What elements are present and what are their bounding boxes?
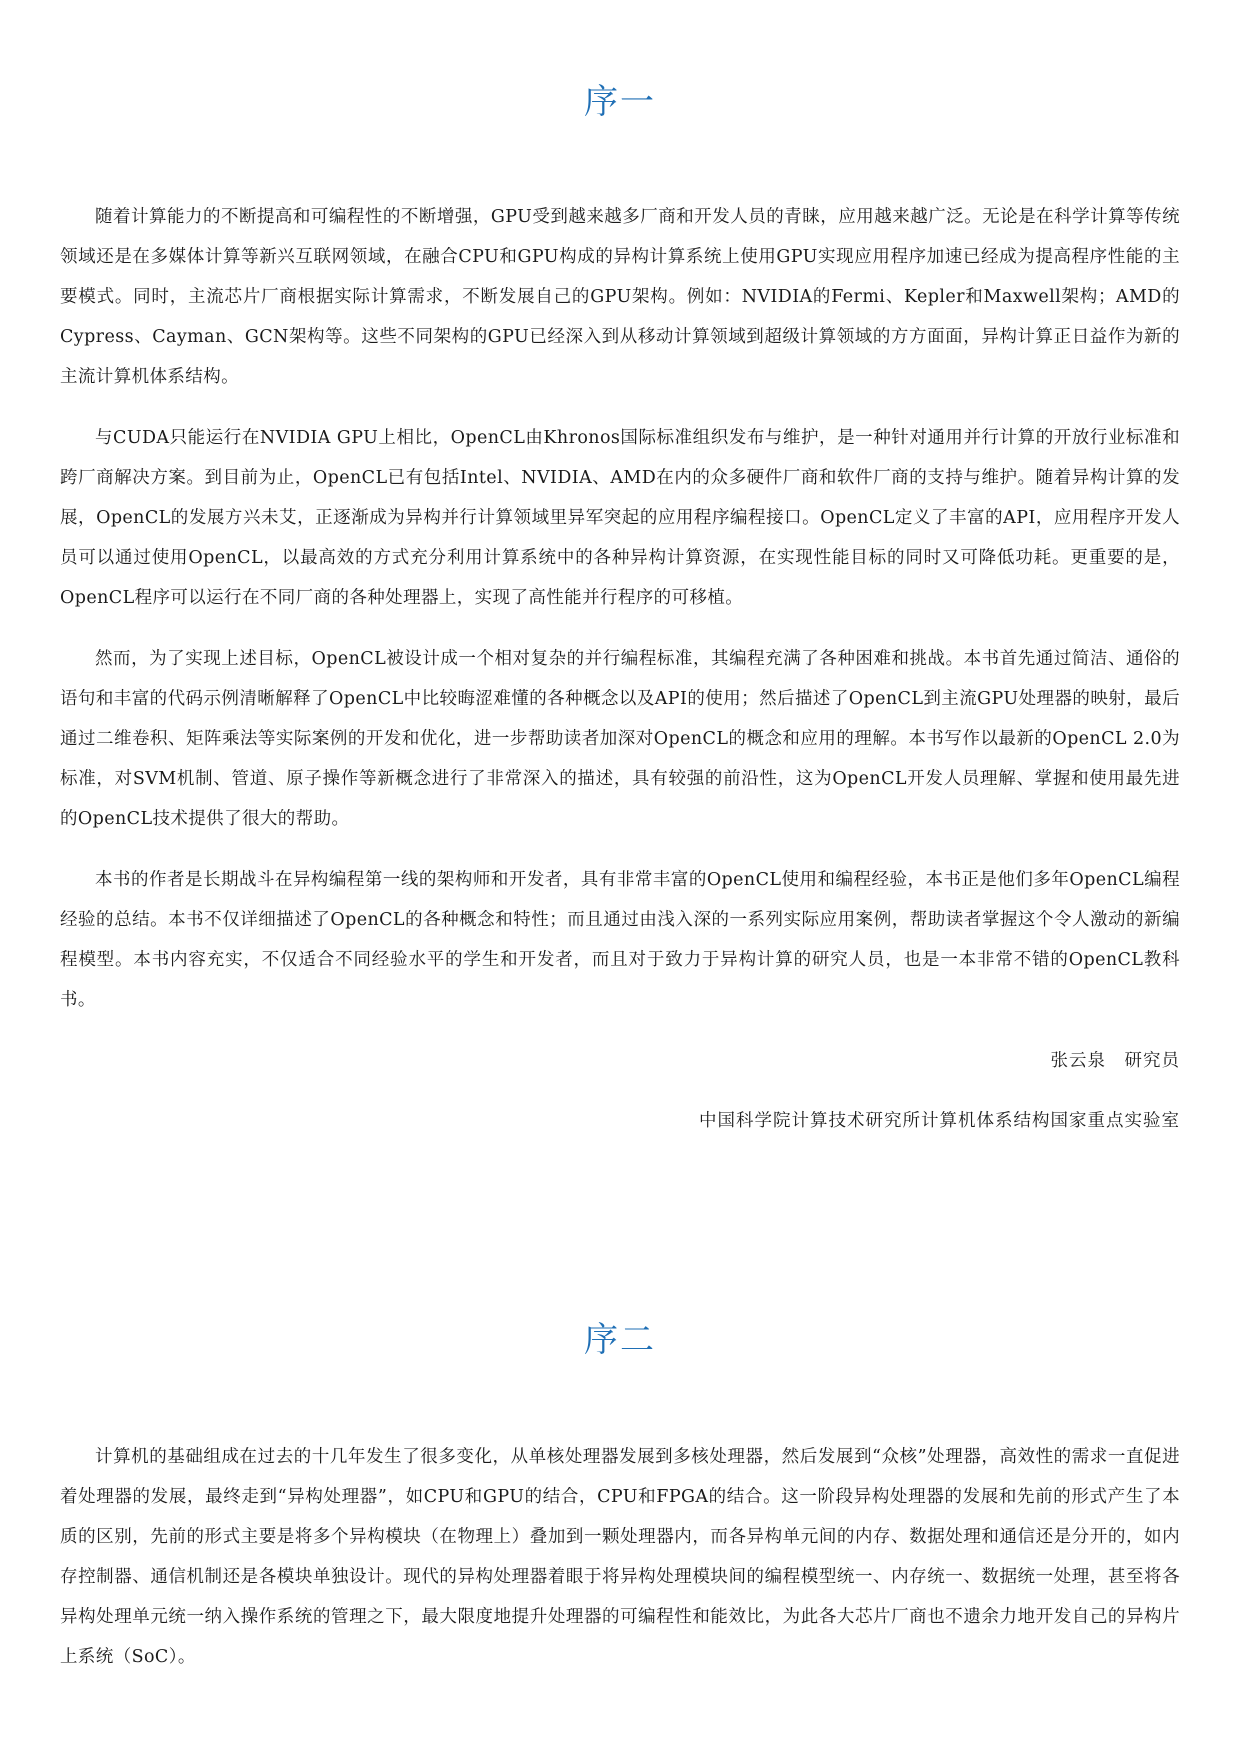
preface-one-title: 序一 — [584, 82, 656, 122]
preface-two-body — [60, 1437, 1180, 1698]
signature-name: 张云泉 研究员 — [1050, 1051, 1180, 1071]
paragraph: 本书的作者是长期战斗在异构编程第一线的架构师和开发者，具有非常丰富的OpenCL使用和编程经验，本书正是他们多年OpenCL编程经验的总结。本书不仅详细描述了OpenCL的各种概念和特性；而且通过由浅入深的一系列实际应用案例，帮助读者掌握这个令人激动的新编程模型。本书内容充实，不仅适合不同经验水平的学生和开发者，而且对于致力于异构计算的研究人员，也是一本非常不错的OpenCL教科书。 — [60, 870, 1180, 1010]
signature-organization: 中国科学院计算技术研究所计算机体系结构国家重点实验室 — [699, 1111, 1180, 1131]
paragraph: 与CUDA只能运行在NVIDIA GPU上相比，OpenCL由Khronos国际标准组织发布与维护，是一种针对通用并行计算的开放行业标准和跨厂商解决方案。到目前为止，OpenCL已有包括Intel、NVIDIA、AMD在内的众多硬件厂商和软件厂商的支持与维护。随着异构计算的发展，OpenCL的发展方兴未艾，正逐渐成为异构并行计算领域里异军突起的应用程序编程接口。OpenCL定义了丰富的API，应用程序开发人员可以通过使用OpenCL，以最高效的方式充分利用计算系统中的各种异构计算资源，在实现性能目标的同时又可降低功耗。更重要的是，OpenCL程序可以运行在不同厂商的各种处理器上，实现了高性能并行程序的可移植。 — [60, 428, 1180, 608]
paragraph: 随着计算能力的不断提高和可编程性的不断增强，GPU受到越来越多厂商和开发人员的青睐，应用越来越广泛。无论是在科学计算等传统领域还是在多媒体计算等新兴互联网领域，在融合CPU和GPU构成的异构计算系统上使用GPU实现应用程序加速已经成为提高程序性能的主要模式。同时，主流芯片厂商根据实际计算需求，不断发展自己的GPU架构。例如：NVIDIA的Fermi、Kepler和Maxwell架构；AMD的Cypress、Cayman、GCN架构等。这些不同架构的GPU已经深入到从移动计算领域到超级计算领域的方方面面，异构计算正日益作为新的主流计算机体系结构。 — [60, 207, 1180, 387]
paragraph: 然而，为了实现上述目标，OpenCL被设计成一个相对复杂的并行编程标准，其编程充满了各种困难和挑战。本书首先通过简洁、通俗的语句和丰富的代码示例清晰解释了OpenCL中比较晦涩难懂的各种概念以及API的使用；然后描述了OpenCL到主流GPU处理器的映射，最后通过二维卷积、矩阵乘法等实际案例的开发和优化，进一步帮助读者加深对OpenCL的概念和应用的理解。本书写作以最新的OpenCL 2.0为标准，对SVM机制、管道、原子操作等新概念进行了非常深入的描述，具有较强的前沿性，这为OpenCL开发人员理解、掌握和使用最先进的OpenCL技术提供了很大的帮助。 — [60, 649, 1180, 829]
preface-two-title: 序二 — [584, 1320, 656, 1360]
paragraph: 计算机的基础组成在过去的十几年发生了很多变化，从单核处理器发展到多核处理器，然后发展到“众核”处理器，高效性的需求一直促进着处理器的发展，最终走到“异构处理器”，如CPU和GPU的结合，CPU和FPGA的结合。这一阶段异构处理器的发展和先前的形式产生了本质的区别，先前的形式主要是将多个异构模块（在物理上）叠加到一颗处理器内，而各异构单元间的内存、数据处理和通信还是分开的，如内存控制器、通信机制还是各模块单独设计。现代的异构处理器着眼于将异构处理模块间的编程模型统一、内存统一、数据统一处理，甚至将各异构处理单元统一纳入操作系统的管理之下，最大限度地提升处理器的可编程性和能效比，为此各大芯片厂商也不遗余力地开发自己的异构片上系统（SoC）。 — [60, 1447, 1180, 1667]
preface-one-body — [60, 197, 1180, 1141]
